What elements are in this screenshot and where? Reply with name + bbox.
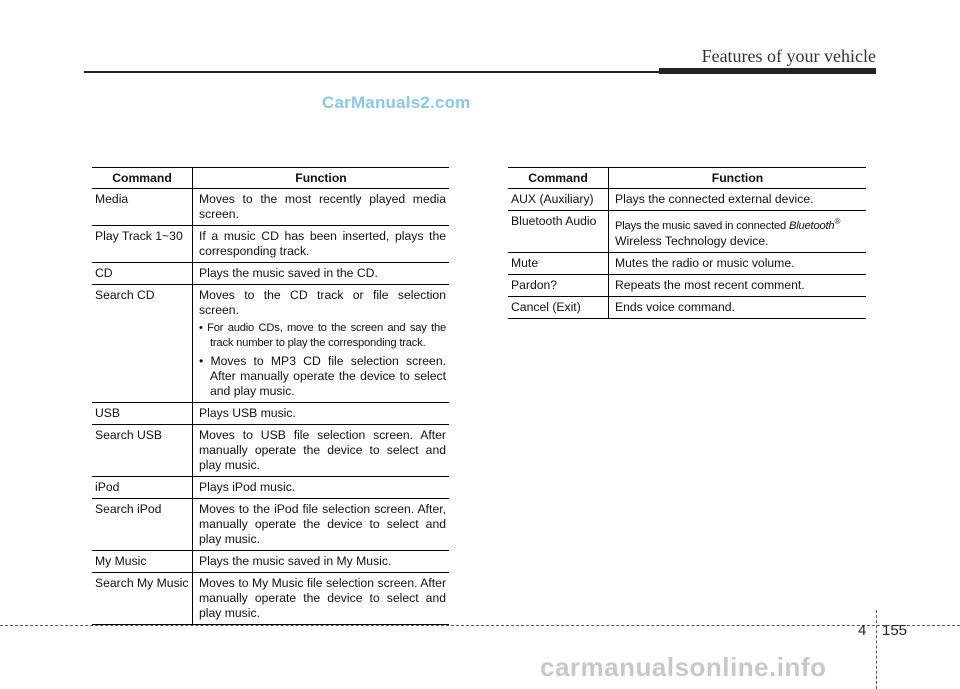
function-cell: Ends voice command.: [609, 297, 867, 319]
table-row: [92, 403, 449, 425]
table-header-row: [508, 168, 866, 189]
table-row: [92, 189, 449, 226]
table-row: [92, 573, 449, 625]
function-cell: Plays the connected external device.: [609, 189, 867, 211]
function-cell: Plays USB music.: [193, 403, 450, 425]
header-rule-accent: [659, 68, 876, 74]
command-cell: Pardon?: [508, 275, 609, 297]
table-row: [92, 263, 449, 285]
function-cell: Plays the music saved in My Music.: [193, 551, 450, 573]
command-cell: Play Track 1~30: [92, 226, 193, 263]
function-cell: Mutes the radio or music volume.: [609, 253, 867, 275]
header-rule: [84, 71, 659, 73]
function-text: Moves to the CD track or file selection screen.: [199, 288, 446, 317]
command-cell: Search iPod: [92, 499, 193, 551]
function-cell: Plays the music saved in the CD.: [193, 263, 450, 285]
table-row: [508, 211, 866, 253]
page-number: 155: [882, 622, 908, 639]
bullet-item: • For audio CDs, move to the screen and say the track number to play the corresponding track.: [199, 322, 446, 349]
command-cell: CD: [92, 263, 193, 285]
column-header-function: Function: [609, 168, 867, 189]
column-header-command: Command: [508, 168, 609, 189]
command-cell: Search CD: [92, 285, 193, 403]
watermark-carmanuals: CarManuals2.com: [322, 93, 471, 112]
table-row: [508, 297, 866, 319]
command-cell: Cancel (Exit): [508, 297, 609, 319]
page-number-divider: [876, 610, 877, 689]
bluetooth-trademark: Bluetooth: [788, 220, 835, 233]
watermark-carmanualsonline: carmanualsonline.info: [540, 652, 827, 682]
table-row: [92, 226, 449, 263]
column-header-command: Command: [92, 168, 193, 189]
function-text-continued: Wireless Technology device.: [615, 234, 769, 249]
function-cell: [193, 285, 450, 403]
column-header-function: Function: [193, 168, 450, 189]
voice-command-table-right: [508, 167, 866, 319]
table-row: [508, 275, 866, 297]
table-row: [92, 477, 449, 499]
command-cell: Mute: [508, 253, 609, 275]
table-header-row: [92, 168, 449, 189]
table-row: [92, 285, 449, 403]
function-cell: Repeats the most recent comment.: [609, 275, 867, 297]
function-cell: Plays iPod music.: [193, 477, 450, 499]
command-cell: My Music: [92, 551, 193, 573]
table-row: [92, 551, 449, 573]
function-cell: [609, 211, 867, 253]
table-row: [508, 189, 866, 211]
command-cell: USB: [92, 403, 193, 425]
voice-command-table-left: [92, 167, 449, 625]
bullet-item: • Moves to MP3 CD file selection screen. After manually operate the device to select and play music.: [199, 354, 446, 398]
registered-mark: ®: [834, 217, 841, 226]
command-cell: iPod: [92, 477, 193, 499]
function-cell: Moves to the most recently played media screen.: [193, 189, 450, 226]
command-cell: Media: [92, 189, 193, 226]
table-row: [92, 499, 449, 551]
command-cell: AUX (Auxiliary): [508, 189, 609, 211]
command-cell: Search My Music: [92, 573, 193, 625]
chapter-number: 4: [858, 622, 867, 639]
function-cell: Moves to USB file selection screen. After manually operate the device to select and play music.: [193, 425, 450, 477]
command-cell: Search USB: [92, 425, 193, 477]
table-row: [92, 425, 449, 477]
table-row: [508, 253, 866, 275]
function-text: Plays the music saved in connected: [615, 220, 789, 233]
function-cell: Moves to My Music file selection screen. After manually operate the device to select and play music.: [193, 573, 450, 625]
command-cell: Bluetooth Audio: [508, 211, 609, 253]
function-cell: If a music CD has been inserted, plays the corresponding track.: [193, 226, 450, 263]
function-cell: Moves to the iPod file selection screen. After, manually operate the device to select and play music.: [193, 499, 450, 551]
section-title: Features of your vehicle: [701, 46, 876, 66]
footer-divider: [0, 625, 960, 626]
